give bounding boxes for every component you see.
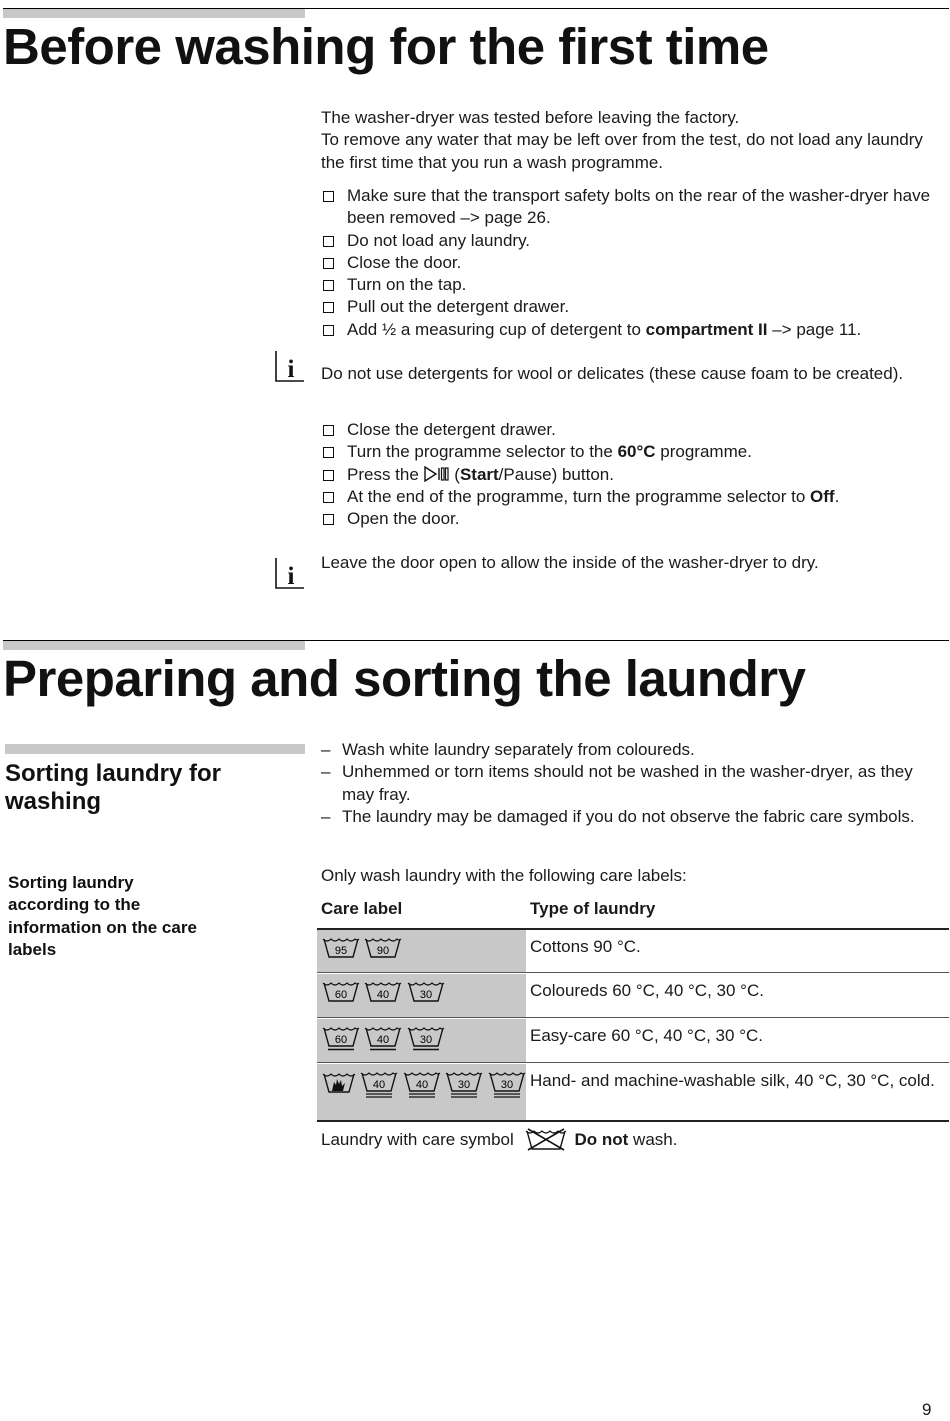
care-temp: 40 <box>377 989 390 1001</box>
svg-text:i: i <box>287 356 295 382</box>
laundry-type: Hand- and machine-washable silk, 40 °C, 30 °C, cold. <box>530 1071 935 1090</box>
page-number: 9 <box>922 1400 932 1419</box>
wash-tub-icon <box>322 936 360 958</box>
care-temp: 60 <box>334 1034 348 1046</box>
list-item: – The laundry may be damaged if you do not observe the fabric care symbols. <box>321 806 915 826</box>
checkbox-square-icon <box>323 447 334 458</box>
checkbox-square-icon <box>323 191 334 202</box>
table-row <box>317 1064 949 1122</box>
table-row <box>317 1019 949 1063</box>
step-item: Close the detergent drawer. <box>321 419 946 441</box>
checkbox-square-icon <box>323 302 334 313</box>
list-item: – Unhemmed or torn items should not be washed in the washer-dryer, as they may fray. <box>321 762 913 804</box>
row-rule <box>317 972 949 973</box>
wash-tub-very-gentle-icon <box>445 1070 483 1098</box>
list-item: – Wash white laundry separately from coloureds. <box>321 740 695 759</box>
sorting-dash-list <box>321 739 941 828</box>
section2-top-rule <box>3 640 949 641</box>
table-header-care-label: Care label <box>321 899 403 918</box>
section2-gray-bar <box>3 641 305 650</box>
checkbox-square-icon <box>323 425 334 436</box>
start-pause-icon <box>424 466 450 482</box>
care-temp: 95 <box>334 945 348 957</box>
laundry-type: Coloureds 60 °C, 40 °C, 30 °C. <box>530 981 764 1000</box>
section2-title: Preparing and sorting the laundry <box>3 650 806 707</box>
care-symbols-cell <box>317 1019 526 1063</box>
laundry-type: Cottons 90 °C. <box>530 937 641 956</box>
care-temp: 40 <box>377 1034 390 1046</box>
step-item: Turn on the tap. <box>321 274 946 296</box>
row-rule <box>317 1062 949 1063</box>
wash-tub-very-gentle-icon <box>360 1070 398 1098</box>
note-door-open: Leave the door open to allow the inside of the washer-dryer to dry. <box>321 553 819 572</box>
care-symbol-group <box>322 1070 526 1098</box>
care-symbol-group <box>322 936 402 958</box>
svg-text:i: i <box>287 563 295 589</box>
checkbox-square-icon <box>323 325 334 336</box>
care-temp: 30 <box>500 1079 513 1091</box>
subsection-gray-bar <box>5 744 305 754</box>
care-symbol-group <box>322 1025 445 1051</box>
wash-tub-gentle-icon <box>407 1025 445 1051</box>
table-row <box>317 974 949 1018</box>
step-item: Open the door. <box>321 508 946 530</box>
checkbox-square-icon <box>323 492 334 503</box>
care-temp: 30 <box>419 989 433 1001</box>
step-item: Pull out the detergent drawer. <box>321 296 946 318</box>
step-item: Add ½ a measuring cup of detergent to compartment II –> page 11. <box>321 319 946 341</box>
checkbox-square-icon <box>323 236 334 247</box>
checkbox-square-icon <box>323 514 334 525</box>
wash-tub-gentle-icon <box>364 1025 402 1051</box>
wash-tub-icon <box>364 980 402 1002</box>
do-not-wash-icon <box>524 1127 568 1151</box>
table-header-type: Type of laundry <box>530 899 656 918</box>
care-symbols-cell <box>317 1064 526 1122</box>
section1-title: Before washing for the first time <box>3 18 769 75</box>
wash-tub-icon <box>407 980 445 1002</box>
info-icon <box>275 557 305 589</box>
section1-intro <box>321 107 946 174</box>
care-temp: 40 <box>373 1079 386 1091</box>
table-row <box>317 930 949 973</box>
step-item: Turn the programme selector to the 60°C programme. <box>321 441 946 463</box>
care-temp: 60 <box>334 989 348 1001</box>
step-item: Do not load any laundry. <box>321 230 946 252</box>
care-symbol-group <box>322 980 445 1002</box>
laundry-type: Easy-care 60 °C, 40 °C, 30 °C. <box>530 1026 763 1045</box>
steps-list-b <box>321 419 946 530</box>
care-temp: 40 <box>415 1079 429 1091</box>
row-rule <box>317 1120 949 1122</box>
step-item: Make sure that the transport safety bolts on the rear of the washer-dryer have been removed –> page 26. <box>321 185 946 230</box>
wash-tub-gentle-icon <box>322 1025 360 1051</box>
checkbox-square-icon <box>323 280 334 291</box>
care-symbols-cell <box>317 974 526 1018</box>
care-temp: 30 <box>458 1079 471 1091</box>
info-icon <box>275 350 305 382</box>
intro-line-1: The washer-dryer was tested before leaving the factory. <box>321 108 740 127</box>
note-detergent: Do not use detergents for wool or delicates (these cause foam to be created). <box>321 364 904 383</box>
step-item: Close the door. <box>321 252 946 274</box>
wash-tub-very-gentle-icon <box>403 1070 441 1098</box>
wash-tub-icon <box>322 980 360 1002</box>
care-symbols-cell <box>317 930 526 973</box>
section1-gray-bar <box>3 9 305 18</box>
step-item: Press the (Start/Pause) button. <box>321 464 946 486</box>
care-temp: 90 <box>377 945 390 957</box>
care-intro: Only wash laundry with the following care labels: <box>321 866 687 885</box>
do-not-wash-footer: Laundry with care symbol Do not wash. <box>321 1127 677 1151</box>
wash-tub-very-gentle-icon <box>488 1070 526 1098</box>
hand-wash-icon <box>322 1071 356 1097</box>
checkbox-square-icon <box>323 258 334 269</box>
row-rule <box>317 1017 949 1018</box>
subsection-title: Sorting laundry for washing <box>5 760 221 815</box>
wash-tub-icon <box>364 936 402 958</box>
subsubsection-title: Sorting laundry according to the information on the care labels <box>8 873 197 959</box>
section1-top-rule <box>3 8 949 9</box>
steps-list-a <box>321 185 946 341</box>
intro-line-2: To remove any water that may be left over from the test, do not load any laundry the first time that you run a wash programme. <box>321 130 923 172</box>
care-temp: 30 <box>419 1034 433 1046</box>
checkbox-square-icon <box>323 470 334 481</box>
step-item: At the end of the programme, turn the programme selector to Off. <box>321 486 946 508</box>
